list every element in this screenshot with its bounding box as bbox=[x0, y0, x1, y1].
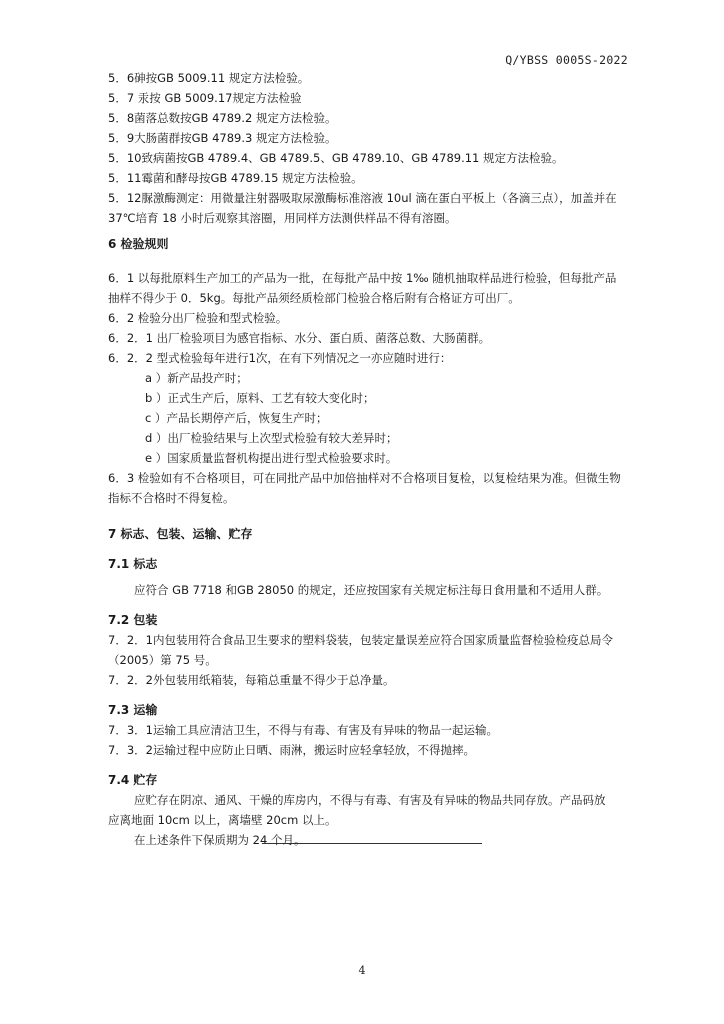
list-item: d ）出厂检验结果与上次型式检验有较大差异时； bbox=[145, 431, 398, 445]
section-7-4-text-cont: 应离地面 10cm 以上，离墙壁 20cm 以上。 bbox=[108, 813, 337, 827]
list-item: a ）新产品投产时； bbox=[145, 371, 248, 385]
method-line-5-10: 5．10致病菌按GB 4789.4、GB 4789.5、GB 4789.10、GB 4789.11 规定方法检验。 bbox=[108, 151, 564, 165]
method-line-5-8: 5．8菌落总数按GB 4789.2 规定方法检验。 bbox=[108, 111, 337, 125]
rule-6-1: 6．1 以每批原料生产加工的产品为一批，在每批产品中按 1‰ 随机抽取样品进行检验，但每批产品 bbox=[108, 271, 617, 285]
method-line-5-9: 5．9大肠菌群按GB 4789.3 规定方法检验。 bbox=[108, 131, 337, 145]
method-line-5-11: 5．11霉菌和酵母按GB 4789.15 规定方法检验。 bbox=[108, 171, 363, 185]
method-line-5-12: 5．12脲激酶测定：用微量注射器吸取尿激酶标准溶液 10ul 滴在蛋白平板上（各滴三点），加盖并在 bbox=[108, 191, 617, 205]
section-7-1-text: 应符合 GB 7718 和GB 28050 的规定，还应按国家有关规定标注每日食用量和不适用人群。 bbox=[134, 583, 609, 597]
section-6-title: 6 检验规则 bbox=[108, 237, 169, 251]
list-item: b ）正式生产后，原料、工艺有较大变化时； bbox=[145, 391, 375, 405]
method-line-5-6: 5．6砷按GB 5009.11 规定方法检验。 bbox=[108, 71, 310, 85]
section-7-4-title: 7.4 贮存 bbox=[108, 773, 158, 787]
rule-6-2-1: 6．2．1 出厂检验项目为感官指标、水分、蛋白质、菌落总数、大肠菌群。 bbox=[108, 331, 491, 345]
rule-6-1-cont: 抽样不得少于 0．5kg。每批产品须经质检部门检验合格后附有合格证方可出厂。 bbox=[108, 291, 520, 305]
section-7-3-2: 7．3．2运输过程中应防止日晒、雨淋，搬运时应轻拿轻放，不得抛摔。 bbox=[108, 743, 475, 757]
rule-6-2: 6．2 检验分出厂检验和型式检验。 bbox=[108, 311, 288, 325]
end-rule-divider bbox=[262, 843, 482, 844]
page-number: 4 bbox=[358, 964, 366, 977]
rule-6-3-cont: 指标不合格时不得复检。 bbox=[108, 491, 235, 505]
section-7-2-1: 7．2．1内包装用符合食品卫生要求的塑料袋装，包装定量误差应符合国家质量监督检验检疫总局令 bbox=[108, 633, 613, 647]
section-7-1-title: 7.1 标志 bbox=[108, 557, 158, 571]
list-item: c ）产品长期停产后，恢复生产时； bbox=[145, 411, 328, 425]
list-item: e ）国家质量监督机构提出进行型式检验要求时。 bbox=[145, 451, 398, 465]
section-7-2-2: 7．2．2外包装用纸箱装，每箱总重量不得少于总净量。 bbox=[108, 673, 395, 687]
section-7-2-1-cont: （2005）第 75 号。 bbox=[108, 653, 217, 667]
method-line-5-7: 5．7 汞按 GB 5009.17规定方法检验 bbox=[108, 91, 302, 105]
section-7-title: 7 标志、包装、运输、贮存 bbox=[108, 527, 253, 541]
section-7-3-1: 7．3．1运输工具应清洁卫生，不得与有毒、有害及有异味的物品一起运输。 bbox=[108, 723, 498, 737]
method-line-5-12-cont: 37℃培育 18 小时后观察其溶圈，用同样方法测供样品不得有溶圈。 bbox=[108, 211, 457, 225]
shelf-life-line: 在上述条件下保质期为 24 个月。 bbox=[134, 833, 306, 847]
section-7-4-text: 应贮存在阴凉、通风、干燥的库房内，不得与有毒、有害及有异味的物品共同存放。产品码放 bbox=[134, 793, 606, 807]
section-7-2-title: 7.2 包装 bbox=[108, 613, 158, 627]
document-body bbox=[108, 68, 648, 850]
section-7-3-title: 7.3 运输 bbox=[108, 703, 158, 717]
standard-code-header: Q/YBSS 0005S-2022 bbox=[505, 53, 628, 67]
rule-6-3: 6．3 检验如有不合格项目，可在同批产品中加倍抽样对不合格项目复检，以复检结果为准。但微生物 bbox=[108, 471, 621, 485]
rule-6-2-2: 6．2．2 型式检验每年进行1次，在有下列情况之一亦应随时进行： bbox=[108, 351, 452, 365]
